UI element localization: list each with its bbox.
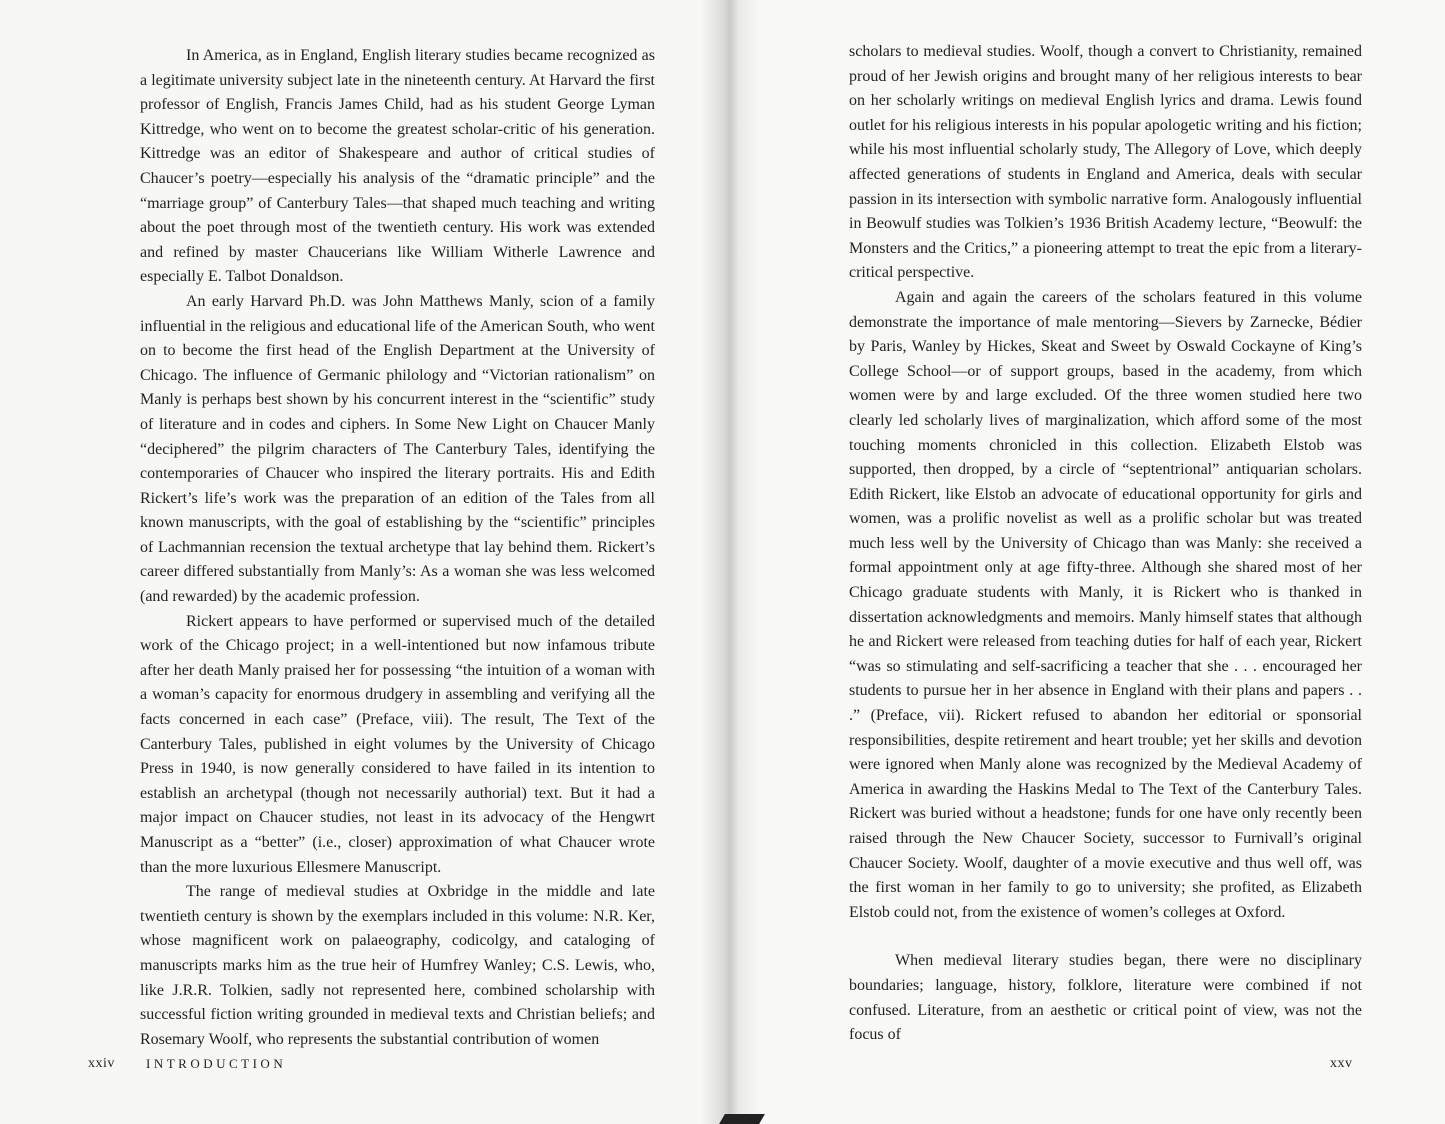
running-head: INTRODUCTION <box>146 1056 287 1071</box>
right-page <box>722 0 1445 1124</box>
paragraph: An early Harvard Ph.D. was John Matthews Manly, scion of a family influential in the religious and educational life of the American South, who went on to become the first head of the English Department at the University of Chicago. The influence of Germanic philology and “Victorian rationalism” on Manly is perhaps best shown by his concurrent interest in the “scientific” study of literature and in codes and ciphers. In Some New Light on Chaucer Manly “deciphered” the pilgrim characters of The Canterbury Tales, identifying the contemporaries of Chaucer who inspired the literary portraits. His and Edith Rickert’s life’s work was the preparation of an edition of the Tales from all known manuscripts, with the goal of establishing by the “scientific” principles of Lachmannian recension the textual archetype that lay behind them. Rickert’s career differed substantially from Manly’s: As a woman she was less welcomed (and rewarded) by the academic profession. <box>140 292 655 606</box>
binding-edge <box>719 1114 765 1124</box>
page-number: xxiv <box>88 1056 115 1071</box>
paragraph: The range of medieval studies at Oxbridge in the middle and late twentieth century is shown by the exemplars included in this volume: N.R. Ker, whose magnificent work on palaeography, codicolgy, and cataloging of manuscripts marks him as the true heir of Humfrey Wanley; C.S. Lewis, who, like J.R.R. Tolkien, sadly not represented here, combined scholarship with successful fiction writing grounded in medieval texts and Christian beliefs; and Rosemary Woolf, who represents the substantial contribution of women <box>140 883 655 1048</box>
paragraph: scholars to medieval studies. Woolf, though a convert to Christianity, remained proud of her Jewish origins and brought many of her religious interests to bear on her scholarly writings on medieval English lyrics and drama. Lewis found outlet for his religious interests in his popular apologetic writing and his fiction; while his most influential scholarly study, The Allegory of Love, which deeply affected generations of students in England and America, deals with secular passion in its intersection with symbolic narrative form. Analogously influential in Beowulf studies was Tolkien’s 1936 British Academy lecture, “Beowulf: the Monsters and the Critics,” a pioneering attempt to treat the epic from a literary-critical perspective. <box>849 43 1362 282</box>
paragraph: Rickert appears to have performed or supervised much of the detailed work of the Chicago project; in a well-intentioned but now infamous tribute after her death Manly praised her for possessing “the intuition of a woman with a woman’s capacity for enormous drudgery in assembling and verifying all the facts concerned in each case” (Preface, viii). The result, The Text of the Canterbury Tales, published in eight volumes by the University of Chicago Press in 1940, is now generally considered to have failed in its intention to establish an archetypal (though not necessarily authorial) text. But it had a major impact on Chaucer studies, not least in its advocacy of the Hengwrt Manuscript as a “better” (i.e., closer) approximation of what Chaucer wrote than the more luxurious Ellesmere Manuscript. <box>140 612 655 876</box>
paragraph: Again and again the careers of the scholars featured in this volume demonstrate the importance of male mentoring—Sievers by Zarnecke, Bédier by Paris, Wanley by Hickes, Skeat and Sweet by Oswald Cockayne of King’s College School—or of support groups, based in the academy, from which women were by and large excluded. Of the three women studied here two clearly led scholarly lives of marginalization, which afford some of the most touching moments chronicled in this collection. Elizabeth Elstob was supported, then dropped, by a circle of “septentrional” antiquarian scholars. Edith Rickert, like Elstob an advocate of educational opportunity for girls and women, was a prolific novelist as well as a prolific scholar but was treated much less well by the University of Chicago than was Manly: she received a formal appointment only at age fifty-three. Although she shared most of her Chicago graduate students with Manly, it is Rickert who is thanked in dissertation acknowledgments and memoirs. Manly himself states that although he and Rickert were released from teaching duties for half of each year, Rickert “was so stimulating and self-sacrificing a teacher that she . . . encouraged her students to pursue her in her absence in England with their plans and papers . . .” (Preface, vii). Rickert refused to abandon her editorial or sponsorial responsibilities, despite retirement and heart trouble; yet her skills and devotion were ignored when Manly alone was recognized by the Medieval Academy of America in awarding the Haskins Medal to The Text of the Canterbury Tales. Rickert was buried without a headstone; funds for one have only recently been raised through the New Chaucer Society, successor to Furnivall’s original Chaucer Society. Woolf, daughter of a movie executive and thus well off, was the first woman in her family to go to university; she profited, as Elizabeth Elstob could not, from the existence of women’s colleges at Oxford. <box>849 288 1362 921</box>
left-page-body <box>140 44 655 1052</box>
left-page <box>0 0 722 1124</box>
page-number: xxv <box>1330 1056 1353 1071</box>
paragraph: When medieval literary studies began, there were no disciplinary boundaries; language, history, folklore, literature were combined if not confused. Literature, from an aesthetic or critical point of view, was not the focus of <box>849 952 1362 1044</box>
paragraph: In America, as in England, English literary studies became recognized as a legitimate university subject late in the nineteenth century. At Harvard the first professor of English, Francis James Child, had as his student George Lyman Kittredge, who went on to become the greatest scholar-critic of his generation. Kittredge was an editor of Shakespeare and author of critical studies of Chaucer’s poetry—especially his analysis of the “dramatic principle” and the “marriage group” of Canterbury Tales—that shaped much teaching and writing about the poet through most of the twentieth century. His work was extended and refined by master Chaucerians like William Witherle Lawrence and especially E. Talbot Donaldson. <box>140 47 655 286</box>
right-page-body <box>849 40 1362 1048</box>
